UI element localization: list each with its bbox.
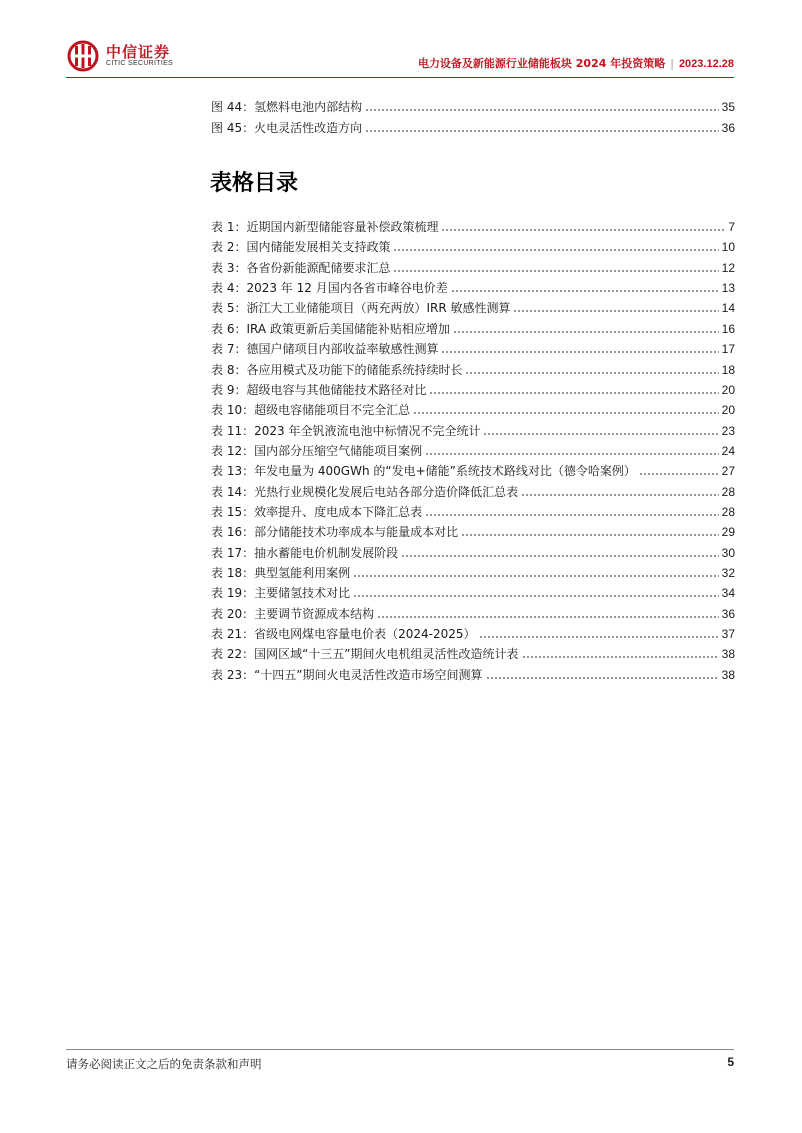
toc-table-entry[interactable]: [211, 361, 735, 379]
toc-entry-page: 20: [721, 382, 735, 397]
toc-leader-dots: [451, 289, 719, 293]
toc-leader-dots: [483, 432, 718, 436]
toc-leader-dots: [393, 248, 718, 252]
toc-leader-dots: [513, 309, 718, 313]
toc-entry-page: 34: [721, 586, 735, 601]
toc-table-entry[interactable]: [211, 442, 735, 460]
citic-logo: [66, 38, 196, 74]
toc-table-entry[interactable]: [211, 544, 735, 562]
toc-entry-label: 表 8：各应用模式及功能下的储能系统持续时长: [211, 362, 463, 377]
toc-entry-page: 13: [721, 281, 735, 296]
toc-entry-page: 28: [721, 504, 735, 519]
logo-chinese-name: 中信证券: [106, 43, 171, 61]
toc-entry-label: 表 10：超级电容储能项目不完全汇总: [211, 403, 411, 418]
toc-leader-dots: [353, 594, 719, 598]
toc-entry-label: 表 1：近期国内新型储能容量补偿政策梳理: [211, 220, 439, 234]
toc-leader-dots: [365, 129, 719, 133]
toc-table-entry[interactable]: [211, 462, 735, 480]
toc-table-entry[interactable]: [211, 605, 735, 623]
header-divider: [66, 77, 734, 78]
toc-leader-dots: [393, 269, 718, 273]
footer-divider: [66, 1049, 734, 1050]
toc-entry-label: 表 4：2023 年 12 月国内各省市峰谷电价差: [211, 281, 448, 296]
toc-leader-dots: [521, 493, 719, 497]
toc-entry-label: 表 5：浙江大工业储能项目（两充两放）IRR 敏感性测算: [211, 301, 511, 316]
toc-leader-dots: [429, 391, 718, 395]
toc-entry-label: 表 18：典型氢能利用案例: [211, 566, 351, 580]
toc-table-entry[interactable]: [211, 299, 735, 317]
toc-entry-page: 23: [721, 423, 735, 438]
toc-leader-dots: [453, 330, 719, 334]
toc-entry-label: 表 9：超级电容与其他储能技术路径对比: [211, 382, 427, 397]
toc-table-entry[interactable]: [211, 381, 735, 399]
toc-leader-dots: [441, 350, 718, 354]
toc-table-entry[interactable]: [211, 320, 735, 338]
toc-entry-page: 14: [721, 301, 735, 316]
toc-table-entry[interactable]: [211, 279, 735, 297]
toc-entry-page: 20: [721, 403, 735, 418]
toc-table-entry[interactable]: [211, 218, 735, 236]
toc-entry-page: 37: [721, 627, 735, 641]
toc-table-entry[interactable]: [211, 238, 735, 256]
toc-entry-label: 表 13：年发电量为 400GWh 的“发电+储能”系统技术路线对比（德令哈案例）: [211, 464, 636, 479]
toc-entry-label: 表 11：2023 年全钒液流电池中标情况不完全统计: [211, 423, 481, 438]
toc-table-entry[interactable]: [211, 259, 735, 277]
toc-table-entry[interactable]: [211, 645, 735, 663]
toc-leader-dots: [377, 615, 719, 619]
toc-entry-page: 29: [721, 525, 735, 540]
toc-leader-dots: [425, 452, 719, 456]
toc-entry-page: 38: [721, 647, 735, 662]
toc-leader-dots: [479, 635, 719, 639]
toc-entry-label: 表 17：抽水蓄能电价机制发展阶段: [211, 545, 399, 560]
toc-entry-page: 36: [721, 121, 735, 135]
report-date: 2023.12.28: [678, 58, 734, 70]
toc-entry-label: 表 15：效率提升、度电成本下降汇总表: [211, 504, 423, 519]
toc-entry-label: 图 45：火电灵活性改造方向: [211, 121, 363, 135]
toc-leader-dots: [522, 655, 719, 659]
toc-entry-label: 表 21：省级电网煤电容量电价表（2024-2025）: [211, 627, 476, 641]
report-title: 电力设备及新能源行业储能板块 2024 年投资策略: [417, 57, 666, 70]
toc-entry-page: 24: [721, 443, 735, 458]
toc-leader-dots: [639, 472, 719, 476]
toc-entry-label: 表 14：光热行业规模化发展后电站各部分造价降低汇总表: [211, 484, 519, 499]
toc-table-entry[interactable]: [211, 483, 735, 501]
toc-table-entry[interactable]: [211, 666, 735, 684]
toc-entry-page: 36: [721, 606, 735, 621]
toc-entry-page: 10: [721, 240, 735, 255]
toc-leader-dots: [486, 676, 719, 680]
toc-entry-page: 18: [721, 362, 735, 377]
toc-entry-page: 27: [721, 464, 735, 479]
toc-entry-page: 38: [721, 667, 735, 682]
table-list-title: 表格目录: [210, 171, 299, 196]
toc-entry-label: 表 23：“十四五”期间火电灵活性改造市场空间测算: [211, 667, 483, 682]
toc-entry-label: 表 7：德国户储项目内部收益率敏感性测算: [211, 342, 439, 357]
toc-table-entry[interactable]: [211, 584, 735, 602]
toc-entry-label: 表 20：主要调节资源成本结构: [211, 606, 375, 621]
toc-figure-entry[interactable]: [211, 98, 735, 116]
toc-entry-page: 32: [721, 566, 735, 580]
toc-entry-page: 28: [721, 484, 735, 499]
footer-disclaimer: 请务必阅读正文之后的免责条款和声明: [66, 1057, 262, 1071]
logo-english-name: CITIC SECURITIES: [106, 60, 174, 67]
toc-entry-label: 表 3：各省份新能源配储要求汇总: [211, 260, 391, 275]
toc-table-entry[interactable]: [211, 340, 735, 358]
toc-entry-label: 表 19：主要储氢技术对比: [211, 586, 351, 601]
page-number: 5: [727, 1055, 734, 1069]
toc-entry-page: 17: [721, 342, 735, 357]
toc-table-entry[interactable]: [211, 564, 735, 582]
toc-entry-label: 表 22：国网区域“十三五”期间火电机组灵活性改造统计表: [211, 647, 519, 662]
toc-leader-dots: [353, 574, 719, 578]
toc-table-entry[interactable]: [211, 625, 735, 643]
toc-entry-label: 表 16：部分储能技术功率成本与能量成本对比: [211, 525, 459, 540]
toc-leader-dots: [401, 554, 719, 558]
citic-emblem-icon: [66, 40, 100, 72]
toc-entry-page: 12: [721, 260, 735, 275]
toc-entry-page: 35: [721, 100, 735, 114]
toc-entry-page: 30: [721, 545, 735, 560]
page-header: [66, 38, 734, 74]
toc-table-entry[interactable]: [211, 422, 735, 440]
toc-leader-dots: [441, 228, 725, 232]
header-separator: |: [670, 57, 674, 70]
toc-leader-dots: [425, 513, 719, 517]
toc-leader-dots: [465, 371, 718, 375]
toc-leader-dots: [461, 533, 719, 537]
toc-figure-entry[interactable]: [211, 119, 735, 137]
toc-entry-label: 图 44：氢燃料电池内部结构: [211, 100, 363, 114]
toc-entry-label: 表 12：国内部分压缩空气储能项目案例: [211, 443, 423, 458]
toc-leader-dots: [365, 108, 719, 112]
header-report-info: [418, 55, 734, 71]
toc-entry-label: 表 2：国内储能发展相关支持政策: [211, 240, 391, 255]
toc-table-entry[interactable]: [211, 401, 735, 419]
toc-entry-page: 7: [728, 220, 735, 234]
toc-leader-dots: [413, 411, 719, 415]
toc-entry-label: 表 6：IRA 政策更新后美国储能补贴相应增加: [211, 321, 450, 336]
toc-entry-page: 16: [721, 321, 735, 336]
toc-table-entry[interactable]: [211, 523, 735, 541]
toc-table-entry[interactable]: [211, 503, 735, 521]
